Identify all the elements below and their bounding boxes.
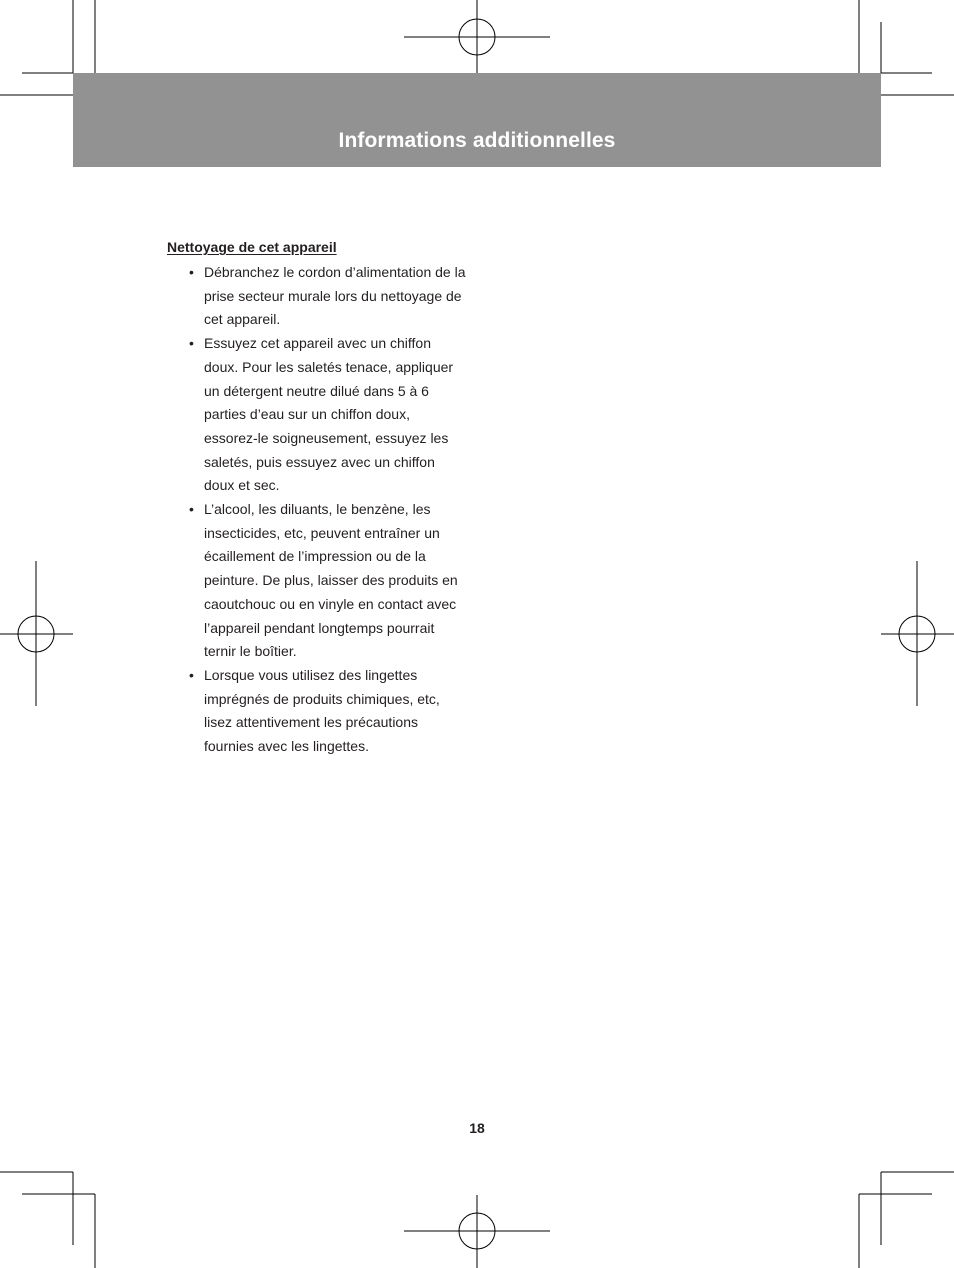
- list-item-text: L’alcool, les diluants, le benzène, les insecticides, etc, peuvent entraîner un écaillement de l’impression ou de la peinture. De plus, laisser des produits en caoutchouc ou en vinyle en contact avec l’appareil pendant longtemps pourrait ternir le boîtier.: [204, 501, 458, 660]
- page-header-banner: [73, 73, 881, 167]
- page-number: 18: [469, 1120, 485, 1136]
- page-title: Informations additionnelles: [338, 129, 616, 152]
- bullet-marker: •: [189, 501, 194, 518]
- list-item: [167, 664, 467, 759]
- cleaning-section: [167, 237, 467, 759]
- list-item: [167, 332, 467, 498]
- list-item-text: Débranchez le cordon d’alimentation de la prise secteur murale lors du nettoyage de cet appareil.: [204, 264, 466, 328]
- section-heading: Nettoyage de cet appareil: [167, 239, 337, 255]
- list-item: [167, 498, 467, 664]
- bullet-marker: •: [189, 335, 194, 352]
- list-item-text: Essuyez cet appareil avec un chiffon doux. Pour les saletés tenace, appliquer un détergent neutre dilué dans 5 à 6 parties d’eau sur un chiffon doux, essorez-le soigneusement, essuyez les saletés, puis essuyez avec un chiffon doux et sec.: [204, 335, 454, 494]
- cleaning-instructions-list: [167, 261, 467, 759]
- list-item-text: Lorsque vous utilisez des lingettes imprégnés de produits chimiques, etc, lisez attentivement les précautions fournies avec les lingettes.: [204, 666, 440, 755]
- bullet-marker: •: [189, 264, 194, 280]
- list-item: [167, 261, 467, 332]
- bullet-marker: •: [189, 666, 194, 683]
